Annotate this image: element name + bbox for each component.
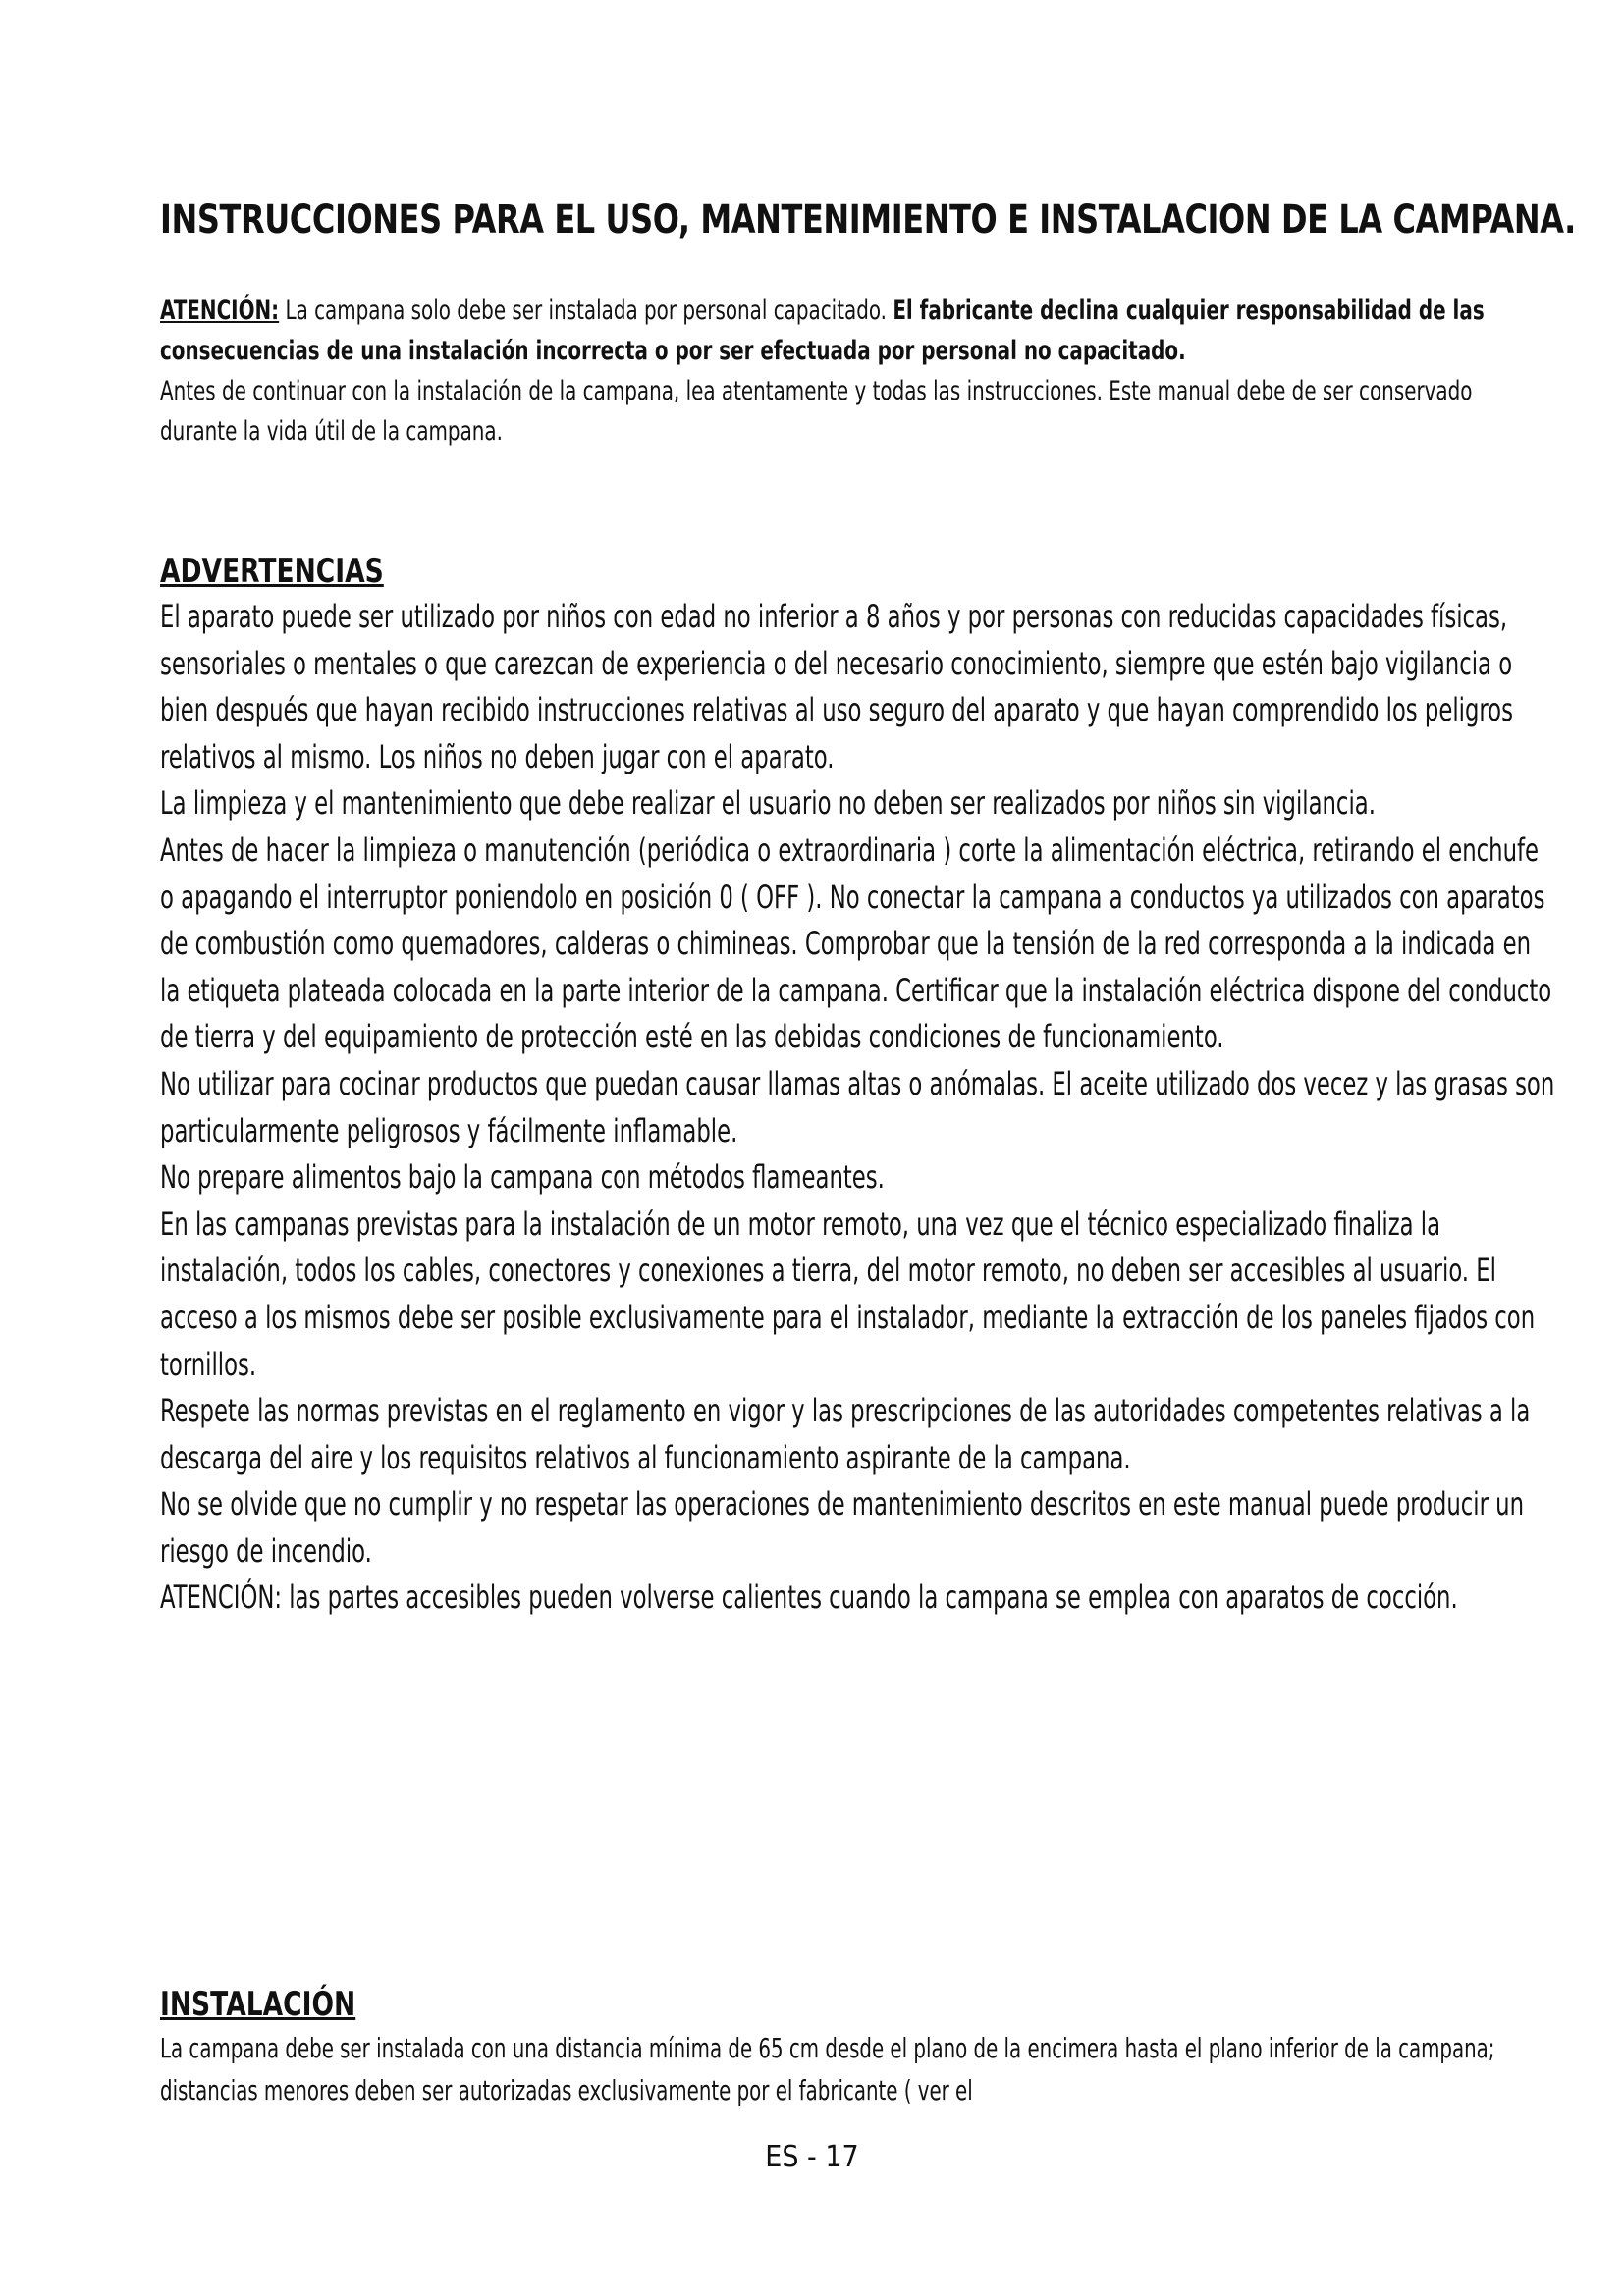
page-title: INSTRUCCIONES PARA EL USO, MANTENIMIENTO E INSTALACION DE LA CAMPANA. <box>160 197 1576 242</box>
warning-paragraph: En las campanas previstas para la instalación de un motor remoto, una vez que el técnico especializado finaliza la instalación, todos los cables, conectores y conexiones a tierra, del motor remoto, no deben ser accesibles al usuario. El acceso a los mismos debe ser posible exclusivamente para el instalador, mediante la extracción de los paneles fijados con tornillos. <box>160 1204 1536 1383</box>
warning-paragraph: No prepare alimentos bajo la campana con métodos flameantes. <box>160 1158 885 1197</box>
warnings-heading: ADVERTENCIAS <box>160 552 384 591</box>
warning-paragraph: Antes de hacer la limpieza o manutención (periódica o extraordinaria ) corte la alimentación eléctrica, retirando el enchufe o apagando el interruptor poniendolo en posición 0 ( OFF ). No conectar la campana a conductos ya utilizados con aparatos de combustión como quemadores, calderas o chimineas. Comprobar que la tensión de la red corresponda a la indicada en la etiqueta plateada colocada en la parte interior de la campana. Certificar que la instalación eléctrica dispone del conducto de tierra y del equipamiento de protección esté en las debidas condiciones de funcionamiento. <box>160 830 1552 1056</box>
warnings-section <box>160 594 1556 1622</box>
warning-paragraph: La limpieza y el mantenimiento que debe realizar el usuario no deben ser realizados por niños sin vigilancia. <box>160 784 1376 823</box>
attention-notice <box>160 291 1544 452</box>
attention-normal-text: La campana solo debe ser instalada por personal capacitado. <box>279 295 893 326</box>
attention-paragraph <box>160 291 1544 371</box>
warning-paragraph: No se olvide que no cumplir y no respetar las operaciones de mantenimiento descritos en este manual puede producir un riesgo de incendio. <box>160 1485 1525 1570</box>
attention-note: Antes de continuar con la instalación de la campana, lea atentamente y todas las instrucciones. Este manual debe de ser conservado durante la vida útil de la campana. <box>160 376 1473 447</box>
warning-paragraph: No utilizar para cocinar productos que puedan causar llamas altas o anómalas. El aceite utilizado dos vecez y las grasas son particularmente peligrosos y fácilmente inflamable. <box>160 1064 1555 1149</box>
installation-section <box>160 2028 1558 2112</box>
warning-paragraph: Respete las normas previstas en el reglamento en vigor y las prescripciones de las autoridades competentes relativas a la descarga del aire y los requisitos relativos al funcionamiento aspirante de la campana. <box>160 1392 1531 1476</box>
attention-bold-text: El fabricante declina cualquier responsabilidad de las consecuencias de una instalación incorrecta o por ser efectuada por personal no capacitado. <box>160 295 1485 366</box>
installation-paragraph: La campana debe ser instalada con una distancia mínima de 65 cm desde el plano de la encimera hasta el plano inferior de la campana; distancias menores deben ser autorizadas exclusivamente por el fabricante ( ver el <box>160 2033 1495 2107</box>
warning-paragraph: El aparato puede ser utilizado por niños con edad no inferior a 8 años y por personas con reducidas capacidades físicas, sensoriales o mentales o que carezcan de experiencia o del necesario conocimiento, siempre que estén bajo vigilancia o bien después que hayan recibido instrucciones relativas al uso seguro del aparato y que hayan comprendido los peligros relativos al mismo. Los niños no deben jugar con el aparato. <box>160 598 1513 775</box>
installation-heading: INSTALACIÓN <box>160 1985 356 2024</box>
warning-paragraph: ATENCIÓN: las partes accesibles pueden volverse calientes cuando la campana se emplea con aparatos de cocción. <box>160 1578 1458 1617</box>
attention-label: ATENCIÓN: <box>160 295 280 326</box>
page-number: ES - 17 <box>765 2140 859 2174</box>
